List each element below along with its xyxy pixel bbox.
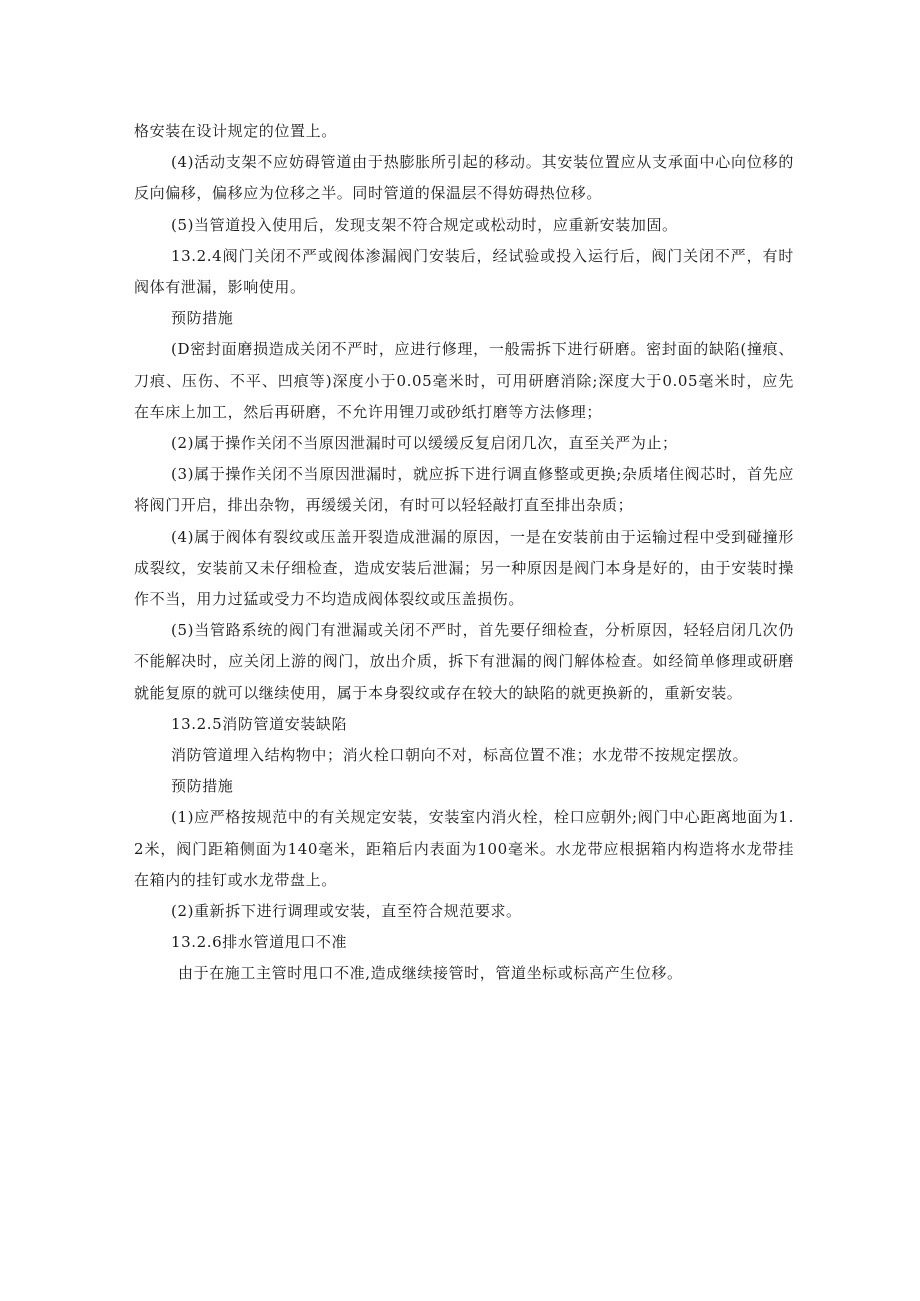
subheading-prevention-measures-2: 预防措施	[171, 777, 234, 796]
paragraph-item-4-movable-support: (4)活动支架不应妨碍管道由于热膨胀所引起的移动。其安装位置应从支承面中心向位移的反向偏移，偏移应为位移之半。同时管道的保温层不得妨碍热位移。	[134, 153, 794, 203]
paragraph-item-3-debris: (3)属于操作关闭不当原因泄漏时，就应拆下进行调直修整或更换;杂质堵住阀芯时，首先应将阀门开启，排出杂物，再缓缓关闭，有时可以轻轻敲打直至排出杂质；	[134, 465, 794, 515]
paragraph-item-5-support-reinstall: (5)当管道投入使用后，发现支架不符合规定或松动时，应重新安装加固。	[171, 215, 678, 234]
paragraph-item-4-valve-crack: (4)属于阀体有裂纹或压盖开裂造成泄漏的原因，一是在安装前由于运输过程中受到碰撞形成裂纹，安装前又未仔细检查，造成安装后泄漏；另一种原因是阀门本身是好的，由于安装时操作不当，用力过猛或受力不均造成阀体裂纹或压盖损伤。	[134, 527, 794, 609]
paragraph-item-1-hydrant-install: (1)应严格按规范中的有关规定安装，安装室内消火栓，栓口应朝外;阀门中心距离地面为1.2米，阀门距箱侧面为140毫米，距箱后内表面为100毫米。水龙带应根据箱内构造将水龙带挂在箱内的挂钉或水龙带盘上。	[134, 808, 794, 889]
paragraph-fire-pipe-defects: 消防管道埋入结构物中；消火栓口朝向不对，标高位置不准；水龙带不按规定摆放。	[171, 746, 749, 765]
document-body	[134, 116, 794, 990]
paragraph-drain-pipe-offset: 由于在施工主管时甩口不准,造成继续接管时，管道坐标或标高产生位移。	[178, 964, 683, 983]
section-heading-13-2-5: 13.2.5消防管道安装缺陷	[171, 714, 348, 733]
paragraph-item-2-reinstall: (2)重新拆下进行调理或安装，直至符合规范要求。	[171, 902, 522, 921]
subheading-prevention-measures: 预防措施	[171, 309, 234, 328]
paragraph-item-5-system-leak: (5)当管路系统的阀门有泄漏或关闭不严时，首先要仔细检查，分析原因，轻轻启闭几次仍不能解决时，应关闭上游的阀门，放出介质，拆下有泄漏的阀门解体检查。如经简单修理或研磨就能复原的就可以继续使用，属于本身裂纹或存在较大的缺陷的就更换新的，重新安装。	[134, 621, 794, 702]
paragraph-item-2-operation-leak: (2)属于操作关闭不当原因泄漏时可以缓缓反复启闭几次，直至关严为止；	[171, 434, 678, 453]
paragraph-item-1-seal-wear: (D密封面磨损造成关闭不严时，应进行修理，一般需拆下进行研磨。密封面的缺陷(撞痕、刀痕、压伤、不平、凹痕等)深度小于0.05毫米时，可用研磨消除;深度大于0.05毫米时，应先在车床上加工，然后再研磨，不允许用锂刀或砂纸打磨等方法修理；	[134, 340, 794, 421]
section-heading-13-2-4: 13.2.4阀门关闭不严或阀体渗漏阀门安装后，经试验或投入运行后，阀门关闭不严，有时阀体有泄漏，影响使用。	[134, 246, 794, 297]
paragraph-continuation: 格安装在设计规定的位置上。	[134, 122, 337, 140]
section-heading-13-2-6: 13.2.6排水管道甩口不准	[171, 933, 348, 952]
